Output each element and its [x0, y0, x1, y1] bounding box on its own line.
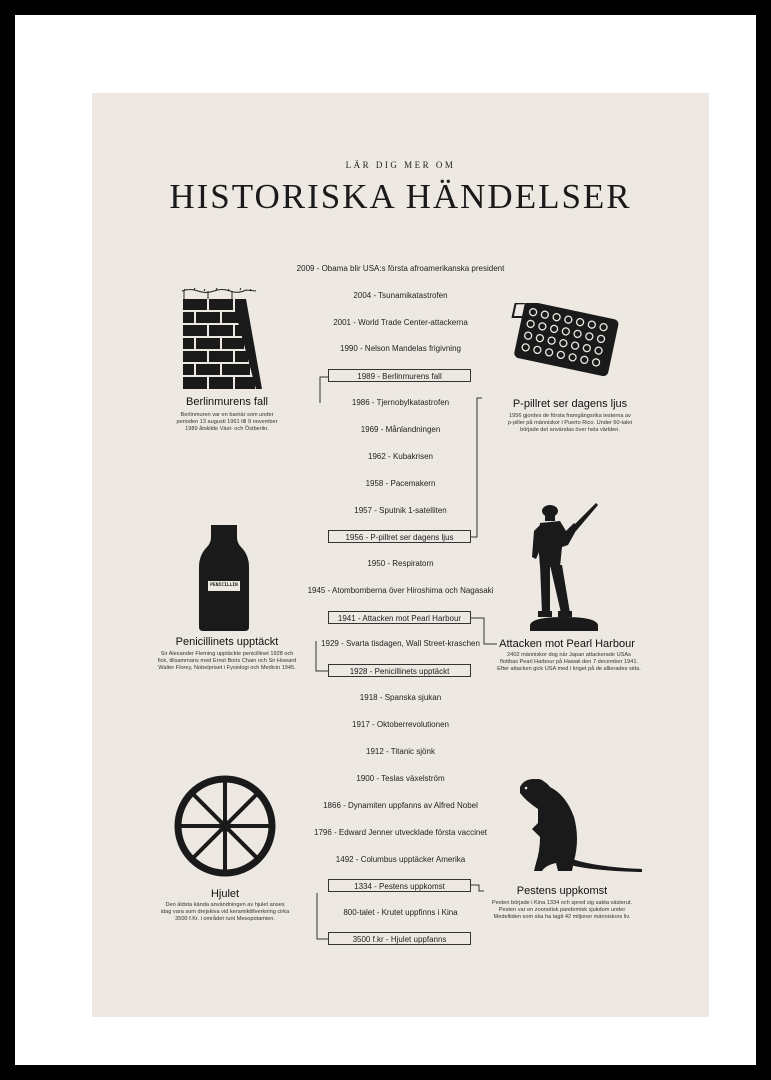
- pill-pack-icon: [506, 303, 620, 378]
- description-line: 3500 f.Kr. i området runt Mesopotamien.: [175, 916, 275, 922]
- berlin-description: [132, 412, 322, 433]
- timeline-event: 1950 - Respiratorn: [367, 559, 434, 568]
- timeline-event: 1958 - Pacemakern: [365, 479, 436, 488]
- penicillin-description: [122, 651, 332, 672]
- picture-mat: [15, 15, 756, 1065]
- description-line: Walter Florey, Nobelpriset i Fysiologi och Medicin 1945.: [158, 665, 296, 671]
- timeline-event: 1917 - Oktoberrevolutionen: [352, 720, 449, 729]
- timeline-event-highlighted: 1956 - P-pillret ser dagens ljus: [328, 530, 471, 543]
- description-line: Medeltiden som ska ha tagit 42 miljoner människors liv.: [493, 914, 631, 920]
- timeline-event: 1900 - Teslas växelström: [356, 774, 445, 783]
- penicillin-title: Penicillinets upptäckt: [175, 636, 279, 648]
- poster-title: HISTORISKA HÄNDELSER: [169, 177, 632, 216]
- ppill-title: P-pillret ser dagens ljus: [512, 398, 628, 410]
- description-line: flottbas Pearl Harbour på Hawaii den 7 december 1941.: [499, 659, 639, 665]
- description-line: 1956 gjordes de första framgångsrika testerna av: [509, 413, 631, 419]
- timeline-event-highlighted: 1941 - Attacken mot Pearl Harbour: [328, 611, 471, 624]
- description-line: Pesten var en zoonotisk pandemisk sjukdom under: [498, 907, 626, 913]
- description-line: Efter attacken gick USA med i kriget på de allierades sida.: [497, 666, 641, 672]
- timeline-event: 1492 - Columbus upptäcker Amerika: [335, 855, 466, 864]
- timeline-event: 1986 - Tjernobylkatastrofen: [351, 398, 450, 407]
- timeline-event: 2001 - World Trade Center-attackerna: [333, 318, 468, 327]
- pearl-title: Attacken mot Pearl Harbour: [499, 638, 635, 650]
- poster: [92, 93, 709, 1017]
- description-line: 2402 människor dog när Japan attackerade USAs: [507, 652, 631, 658]
- wheel-icon: [172, 773, 278, 879]
- timeline-event: 1912 - Titanic sjönk: [366, 747, 435, 756]
- ppill-description: [467, 413, 673, 434]
- description-line: började det användas över hela världen.: [520, 427, 620, 433]
- description-line: p-piller på människor i Puerto Rico. Under 60-talet: [507, 420, 633, 426]
- wheel-description: [132, 902, 318, 923]
- timeline-event-highlighted: 1989 - Berlinmurens fall: [328, 369, 471, 382]
- rat-icon: [516, 775, 644, 875]
- timeline-event: 1945 - Atombomberna över Hiroshima och Nagasaki: [307, 586, 494, 595]
- description-line: idag vara som drejskiva vid keramiktillverkning cirka: [160, 909, 290, 915]
- timeline-event: 2009 - Obama blir USA:s första afroamerikanska president: [296, 264, 505, 273]
- description-line: Den äldsta kända användningen av hjulet anses: [165, 902, 285, 908]
- timeline-event: 1962 - Kubakrisen: [368, 452, 433, 461]
- timeline-event: 1929 - Svarta tisdagen, Wall Street-kraschen: [321, 639, 480, 648]
- plague-description: [462, 900, 662, 921]
- description-line: Sir Alexander Fleming upptäckte penicillinet 1928 och: [160, 651, 294, 657]
- timeline-event: 1990 - Nelson Mandelas frigivning: [340, 344, 461, 353]
- penicillin-bottle-icon: [197, 523, 251, 633]
- timeline-event-highlighted: 3500 f.kr - Hjulet uppfanns: [328, 932, 471, 945]
- wheel-title: Hjulet: [210, 888, 240, 900]
- timeline-event: 1796 - Edward Jenner utvecklade första vaccinet: [314, 828, 487, 837]
- timeline-event-highlighted: 1334 - Pestens uppkomst: [328, 879, 471, 892]
- description-line: Berlinmuren var en barriär som under: [180, 412, 274, 418]
- description-line: perioden 13 augusti 1961 till 9 november: [176, 419, 278, 425]
- berlin-title: Berlinmurens fall: [186, 396, 268, 408]
- description-line: fick, tillsammans med Ernst Boris Chain och Sir Howard: [157, 658, 297, 664]
- timeline-event: 1866 - Dynamiten uppfanns av Alfred Nobel: [323, 801, 478, 810]
- timeline-event: 1918 - Spanska sjukan: [359, 693, 442, 702]
- plague-title: Pestens uppkomst: [516, 885, 608, 897]
- soldier-icon: [528, 501, 600, 633]
- timeline-event-highlighted: 1928 - Penicillinets upptäckt: [328, 664, 471, 677]
- timeline-event: 1969 - Månlandningen: [360, 425, 441, 434]
- description-line: 1989 åtskilde Väst- och Östberlin.: [185, 426, 269, 432]
- description-line: Pesten började i Kina 1334 och spred sig sakta västerut.: [492, 900, 632, 906]
- timeline-event: 2004 - Tsunamikatastrofen: [353, 291, 448, 300]
- berlin-wall-icon: [180, 285, 266, 391]
- timeline-event: 1957 - Sputnik 1-satelliten: [354, 506, 447, 515]
- poster-subtitle: LÄR DIG MER OM: [345, 160, 456, 170]
- penicillin-label: PENICILLIN: [210, 583, 238, 588]
- timeline-event: 800-talet - Krutet uppfinns i Kina: [343, 908, 458, 917]
- pearl-description: [469, 652, 669, 673]
